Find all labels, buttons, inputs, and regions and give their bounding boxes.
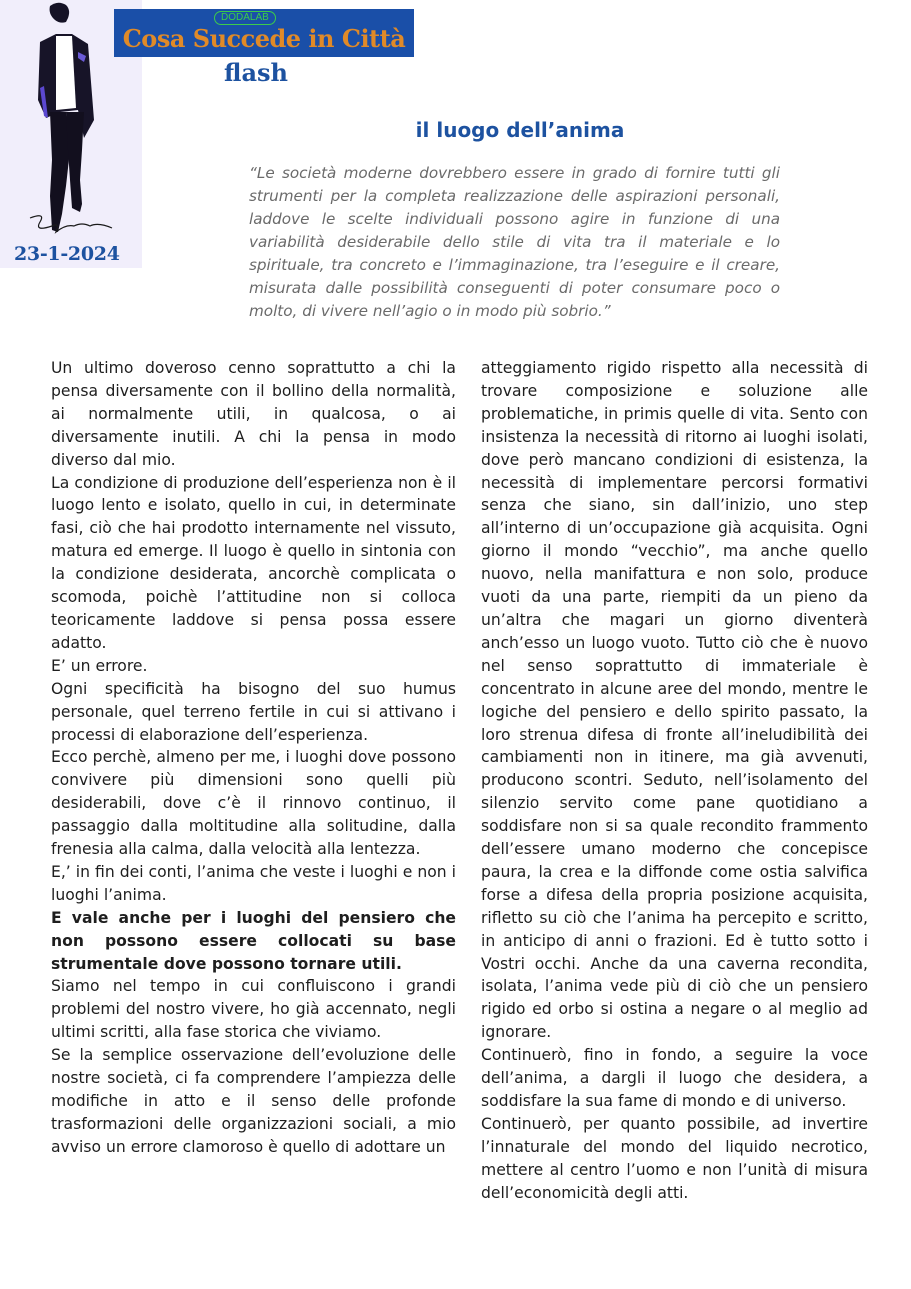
paragraph: Un ultimo doveroso cenno soprattutto a chi la pensa diversamente con il bollino della normalità, ai normalmente utili, in qualcosa, o ai diversamente inutili. A chi la pensa in modo diverso dal mio. <box>51 359 456 469</box>
issue-date: 23-1-2024 <box>14 243 120 265</box>
paragraph: E,’ in fin dei conti, l’anima che veste i luoghi e non i luoghi l’anima. <box>51 862 456 904</box>
paragraph: La condizione di produzione dell’esperienza non è il luogo lento e isolato, quello in cui, in determinate fasi, ciò che hai prodotto internamente nel vissuto, matura ed emerge. Il luogo è quello in sintonia con la condizione desiderata, ancorchè complicata o scomoda, poichè l’attitudine non si colloca teoricamente laddove si pensa possa essere adatto. <box>51 473 456 652</box>
paragraph: Ecco perchè, almeno per me, i luoghi dove possono convivere più dimensioni sono quelli più desiderabili, dove c’è il rinnovo continuo, il passaggio dalla moltitudine alla solitudine, dalla frenesia alla calma, dalla velocità alla lentezza. <box>51 748 456 859</box>
paragraph: E’ un errore. <box>51 656 148 675</box>
publication-subtitle: flash <box>224 58 288 87</box>
paragraph: Ogni specificità ha bisogno del suo humus personale, quel terreno fertile in cui si attivano i processi di elaborazione dell’esperienza. <box>51 679 456 744</box>
signature-mark <box>30 216 112 232</box>
brand-badge: DODALAB <box>214 11 276 25</box>
publication-title: Cosa Succede in Città <box>122 24 406 53</box>
paragraph: Continuerò, per quanto possibile, ad invertire l’innaturale del mondo del liquido necrotico, mettere al centro l’uomo e non l’unità di misura dell’economicità degli atti. <box>481 1114 868 1202</box>
publication-banner <box>114 9 414 57</box>
paragraph: Siamo nel tempo in cui confluiscono i grandi problemi del nostro vivere, ho già accennato, negli ultimi scritti, alla fase storica che viviamo. <box>51 977 456 1042</box>
article-title: il luogo dell’anima <box>415 118 625 142</box>
paragraph: atteggiamento rigido rispetto alla necessità di trovare composizione e soluzione alle problematiche, in primis quelle di vita. Sento con insistenza la necessità di ritorno ai luoghi isolati, dove però mancano condizioni di esistenza, la necessità di implementare percorsi formativi senza che siano, sin dall’inizio, uno step all’interno di un’occupazione già acquisita. Ogni giorno il mondo “vecchio”, ma anche quello nuovo, nella manifattura e non solo, produce vuoti da una parte, riempiti da un pieno da un’altra che magari un giorno diventerà anch’esso un luogo vuoto. Tutto ciò che è nuovo nel senso soprattutto di immateriale è concentrato in alcune aree del mondo, mentre le logiche del pensiero e dello spirito passato, la loro strenua difesa di fronte all’ineludibilità dei cambiamenti non in itinere, ma già avvenuti, producono scontri. Seduto, nell’isolamento del silenzio servito come pane quotidiano a soddisfare non si sa quale recondito frammento dell’essere umano moderno che concepisce paura, la crea e la diffonde come ostia salvifica forse a difesa della propria posizione acquisita, rifletto su ciò che l’anima ha percepito e scritto, in anticipo di anni o frazioni. Ed è tutto sotto i Vostri occhi. Anche da una caverna recondita, isolata, l’anima vede più di ciò che un pensiero rigido ed orbo si ostina a negare o al meglio ad ignorare. <box>481 359 868 1042</box>
bold-paragraph: E vale anche per i luoghi del pensiero che non possono essere collocati su base strumentale dove possono tornare utili. <box>51 908 456 973</box>
left-column <box>51 357 456 1159</box>
article-quote: “Le società moderne dovrebbero essere in grado di fornire tutti gli strumenti per la completa realizzazione delle aspirazioni personali, laddove le scelte individuali possono agire in funzione di una variabilità desiderabile dello stile di vita tra il materiale e lo spirituale, tra concreto e l’immaginazione, tra l’eseguire e il creare, misurata dalle possibilità conseguenti di poter consumare poco o molto, di vivere nell’agio o in modo più sobrio.” <box>249 164 780 320</box>
paragraph: Se la semplice osservazione dell’evoluzione delle nostre società, ci fa comprendere l’ampiezza delle modifiche in atto e il senso delle profonde trasformazioni delle organizzazioni sociali, a mio avviso un errore clamoroso è quello di adottare un <box>51 1046 456 1156</box>
right-column <box>481 357 868 1205</box>
paragraph: Continuerò, fino in fondo, a seguire la voce dell’anima, a dargli il luogo che desidera, a soddisfare la sua fame di mondo e di universo. <box>481 1046 868 1110</box>
